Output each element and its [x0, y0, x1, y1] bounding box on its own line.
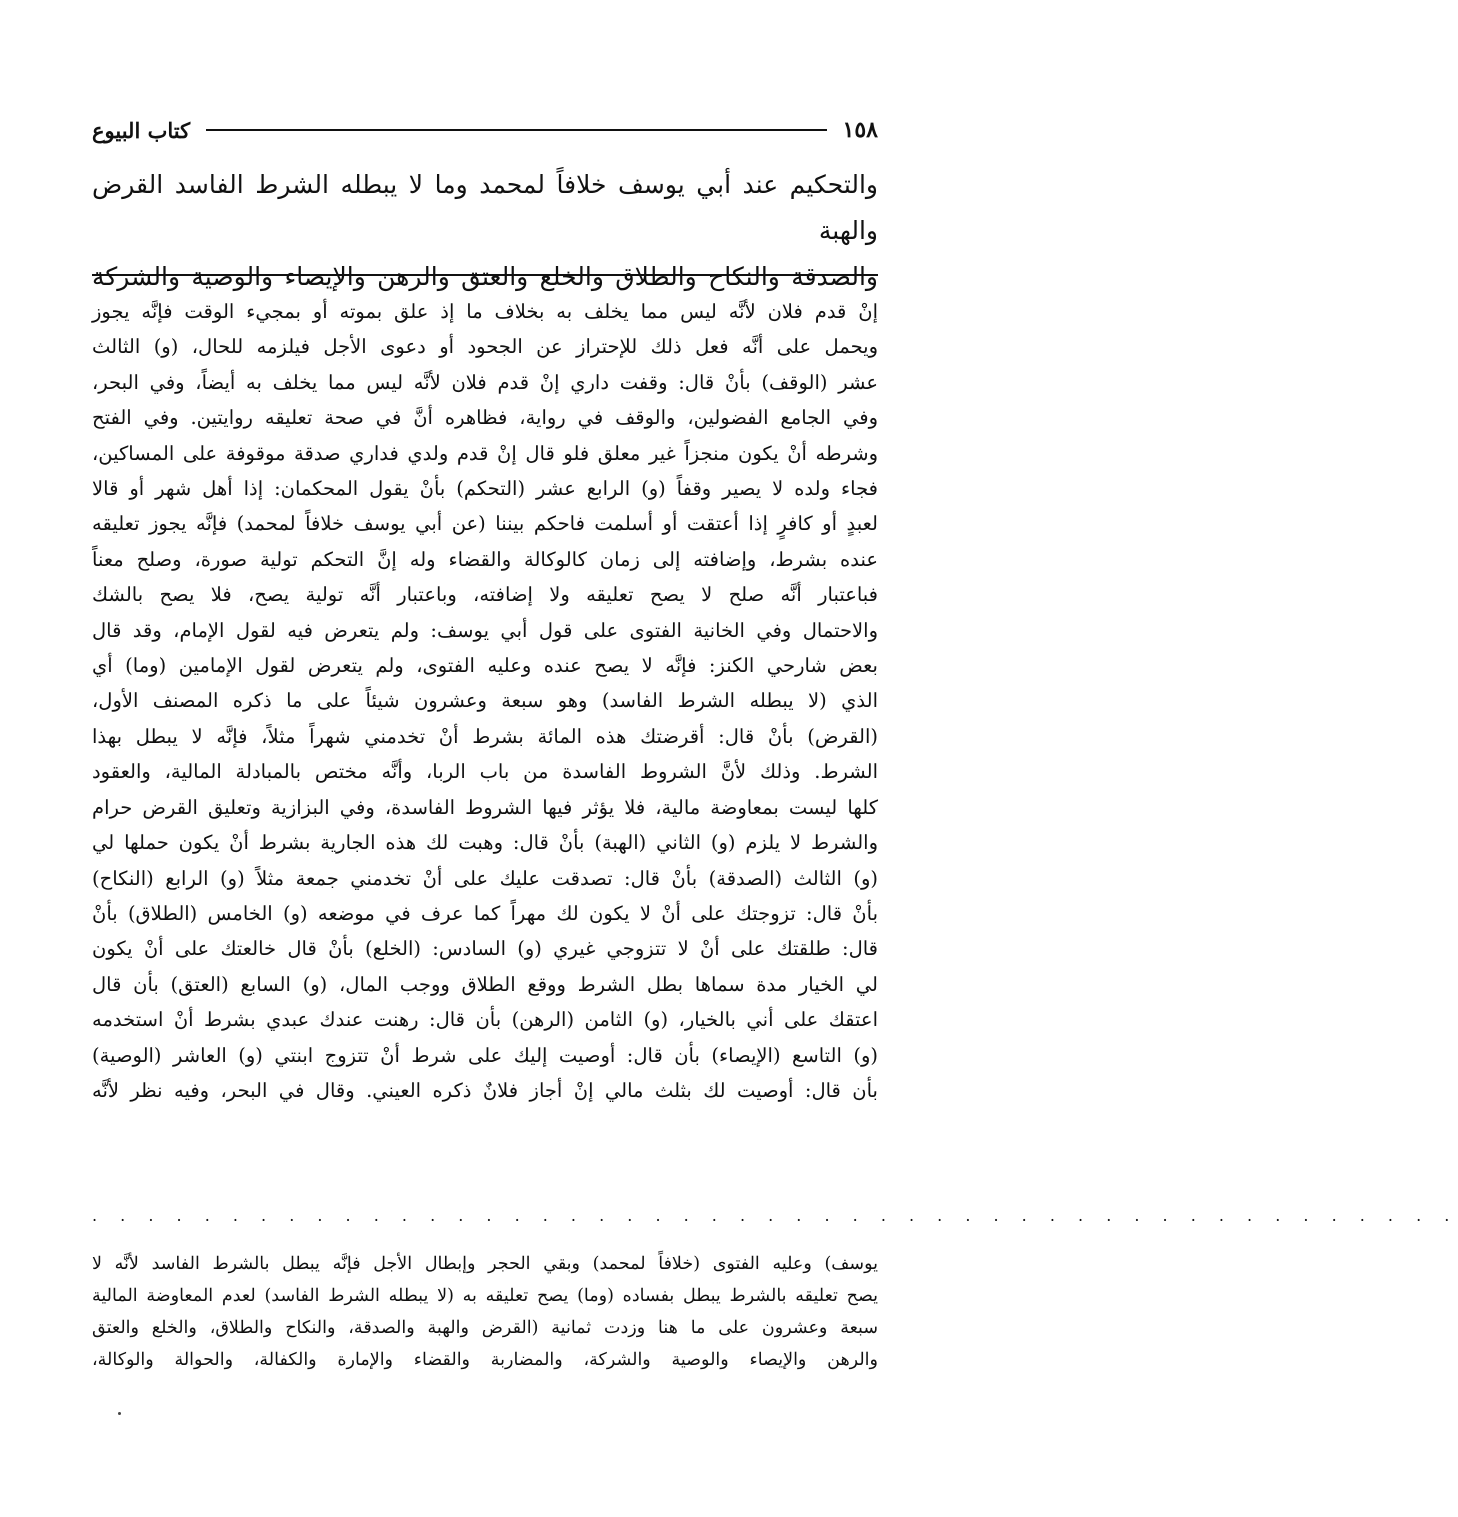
running-title: كتاب البيوع: [92, 117, 191, 143]
footnote-dotted-separator: . . . . . . . . . . . . . . . . . . . . . . . . . . . . . . . . . . . . . . . . . . . . . . . . .: [92, 1206, 1458, 1225]
footnote-line: والرهن والإيصاء والوصية والشركة، والمضاربة والقضاء والإمارة والكفالة، والحوالة والوكالة،: [92, 1350, 878, 1370]
commentary-line: قال: طلقتك على أنْ لا تتزوجي غيري (و) السادس: (الخلع) بأنْ قال خالعتك على أنْ يكون: [92, 937, 878, 961]
commentary-line: إنْ قدم فلان لأنَّه ليس مما يخلف به بخلاف ما إذ علق بموته أو بمجيء الوقت فإنَّه يجوز: [92, 300, 878, 323]
footnote-line: يصح تعليقه بالشرط يبطل بفساده (وما) يصح تعليقه به (لا يبطله الشرط الفاسد) لعدم المعاوضة المالية: [92, 1286, 878, 1306]
footnote-line: سبعة وعشرون على ما هنا وزدت ثمانية (القرض والهبة والصدقة، والنكاح والطلاق، والخلع والعتق: [92, 1318, 878, 1338]
commentary-line: كلها ليست بمعاوضة مالية، فلا يؤثر فيها الشروط الفاسدة، وفي البزازية وتعليق القرض حرام: [92, 795, 878, 819]
commentary-line: فباعتبار أنَّه صلح لا يصح تعليقه ولا إضافته، وباعتبار أنَّه تولية يصح، فلا يصح بالشك: [92, 583, 878, 607]
commentary-line: وفي الجامع الفضولين، والوقف في رواية، فظاهره أنَّ في صحة تعليقه روايتين. وفي الفتح: [92, 406, 878, 430]
commentary-line: ويحمل على أنَّه فعل ذلك للإحتراز عن الجحود أو دعوى الأجل فيلزمه للحال، (و) الثالث: [92, 335, 878, 359]
footnote-line: يوسف) وعليه الفتوى (خلافاً لمحمد) وبقي الحجر وإبطال الأجل فإنَّه يبطل بالشرط الفاسد لأنَّه لا: [92, 1254, 878, 1274]
commentary-line: عنده بشرط، وإضافته إلى زمان كالوكالة والقضاء وله إنَّ التحكم تولية صورة، وصلح معناً: [92, 547, 878, 571]
commentary-line: اعتقك على أني بالخيار، (و) الثامن (الرهن) بأن قال: رهنت عندك عبدي بشرط أنْ استخدمه: [92, 1008, 878, 1032]
commentary-line: وشرطه أنْ يكون منجزاً غير معلق فلو قال إنْ قدم ولدي فداري صدقة موقوفة على المساكين،: [92, 441, 878, 465]
commentary-line: بأن قال: أوصيت لك بثلث مالي إنْ أجاز فلانٌ ذكره العيني. وقال في البحر، وفيه نظر لأنَّه: [92, 1078, 878, 1102]
page-number: ١٥٨: [842, 117, 878, 143]
scan-speck: [118, 1412, 121, 1415]
commentary-line: الذي (لا يبطله الشرط الفاسد) وهو سبعة وعشرون شيئاً على ما ذكره المصنف الأول،: [92, 689, 878, 713]
commentary-line: عشر (الوقف) بأنْ قال: وقفت داري إنْ قدم فلان لأنَّه ليس مما يخلف به أيضاً، وفي البحر،: [92, 370, 878, 394]
commentary-line: لعبدٍ أو كافرٍ إذا أعتقت أو أسلمت فاحكم بيننا (عن أبي يوسف خلافاً لمحمد) فإنَّه يجوز تعليقه: [92, 512, 878, 536]
main-text-line: والصدقة والنكاح والطلاق والخلع والعتق والرهن والإيصاء والوصية والشركة: [92, 262, 878, 291]
commentary-line: والاحتمال وفي الخانية الفتوى على قول أبي يوسف: ولم يتعرض فيه لقول الإمام، وقد قال: [92, 618, 878, 642]
commentary-line: (و) الثالث (الصدقة) بأنْ قال: تصدقت عليك على أنْ تخدمني جمعة مثلاً (و) الرابع (النكاح): [92, 866, 878, 890]
main-text-line: والتحكيم عند أبي يوسف خلافاً لمحمد وما لا يبطله الشرط الفاسد القرض والهبة: [92, 170, 878, 245]
main-text: [92, 162, 878, 300]
commentary-text: [92, 294, 878, 1108]
commentary-line: بعض شارحي الكنز: فإنَّه لا يصح عنده وعليه الفتوى، ولم يتعرض لقول الإمامين (وما) أي: [92, 654, 878, 678]
commentary-line: (و) التاسع (الإيصاء) بأن قال: أوصيت إليك على شرط أنْ تتزوج ابنتي (و) العاشر (الوصية): [92, 1043, 878, 1067]
commentary-line: الشرط. وذلك لأنَّ الشروط الفاسدة من باب الربا، وأنَّه مختص بالمبادلة المالية، والعقود: [92, 760, 878, 784]
commentary-line: (القرض) بأنْ قال: أقرضتك هذه المائة بشرط أنْ تخدمني شهراً مثلاً، فإنَّه لا يبطل بهذا: [92, 724, 878, 748]
commentary-line: بأنْ قال: تزوجتك على أنْ لا يكون لك مهراً كما عرف في موضعه (و) الخامس (الطلاق) بأنْ: [92, 901, 878, 925]
page-header: [92, 110, 878, 150]
header-rule: [206, 129, 826, 131]
main-text-divider: [92, 274, 878, 276]
commentary-line: والشرط لا يلزم (و) الثاني (الهبة) بأنْ قال: وهبت لك هذه الجارية بشرط أنْ يكون حملها لي: [92, 831, 878, 855]
commentary-line: فجاء ولده لا يصير وقفاً (و) الرابع عشر (التحكم) بأنْ يقول المحكمان: إذا أهل شهر أو قالا: [92, 477, 878, 501]
footnote-text: [92, 1248, 878, 1376]
commentary-line: لي الخيار مدة سماها بطل الشرط ووقع الطلاق ووجب المال، (و) السابع (العتق) بأن قال: [92, 972, 878, 996]
